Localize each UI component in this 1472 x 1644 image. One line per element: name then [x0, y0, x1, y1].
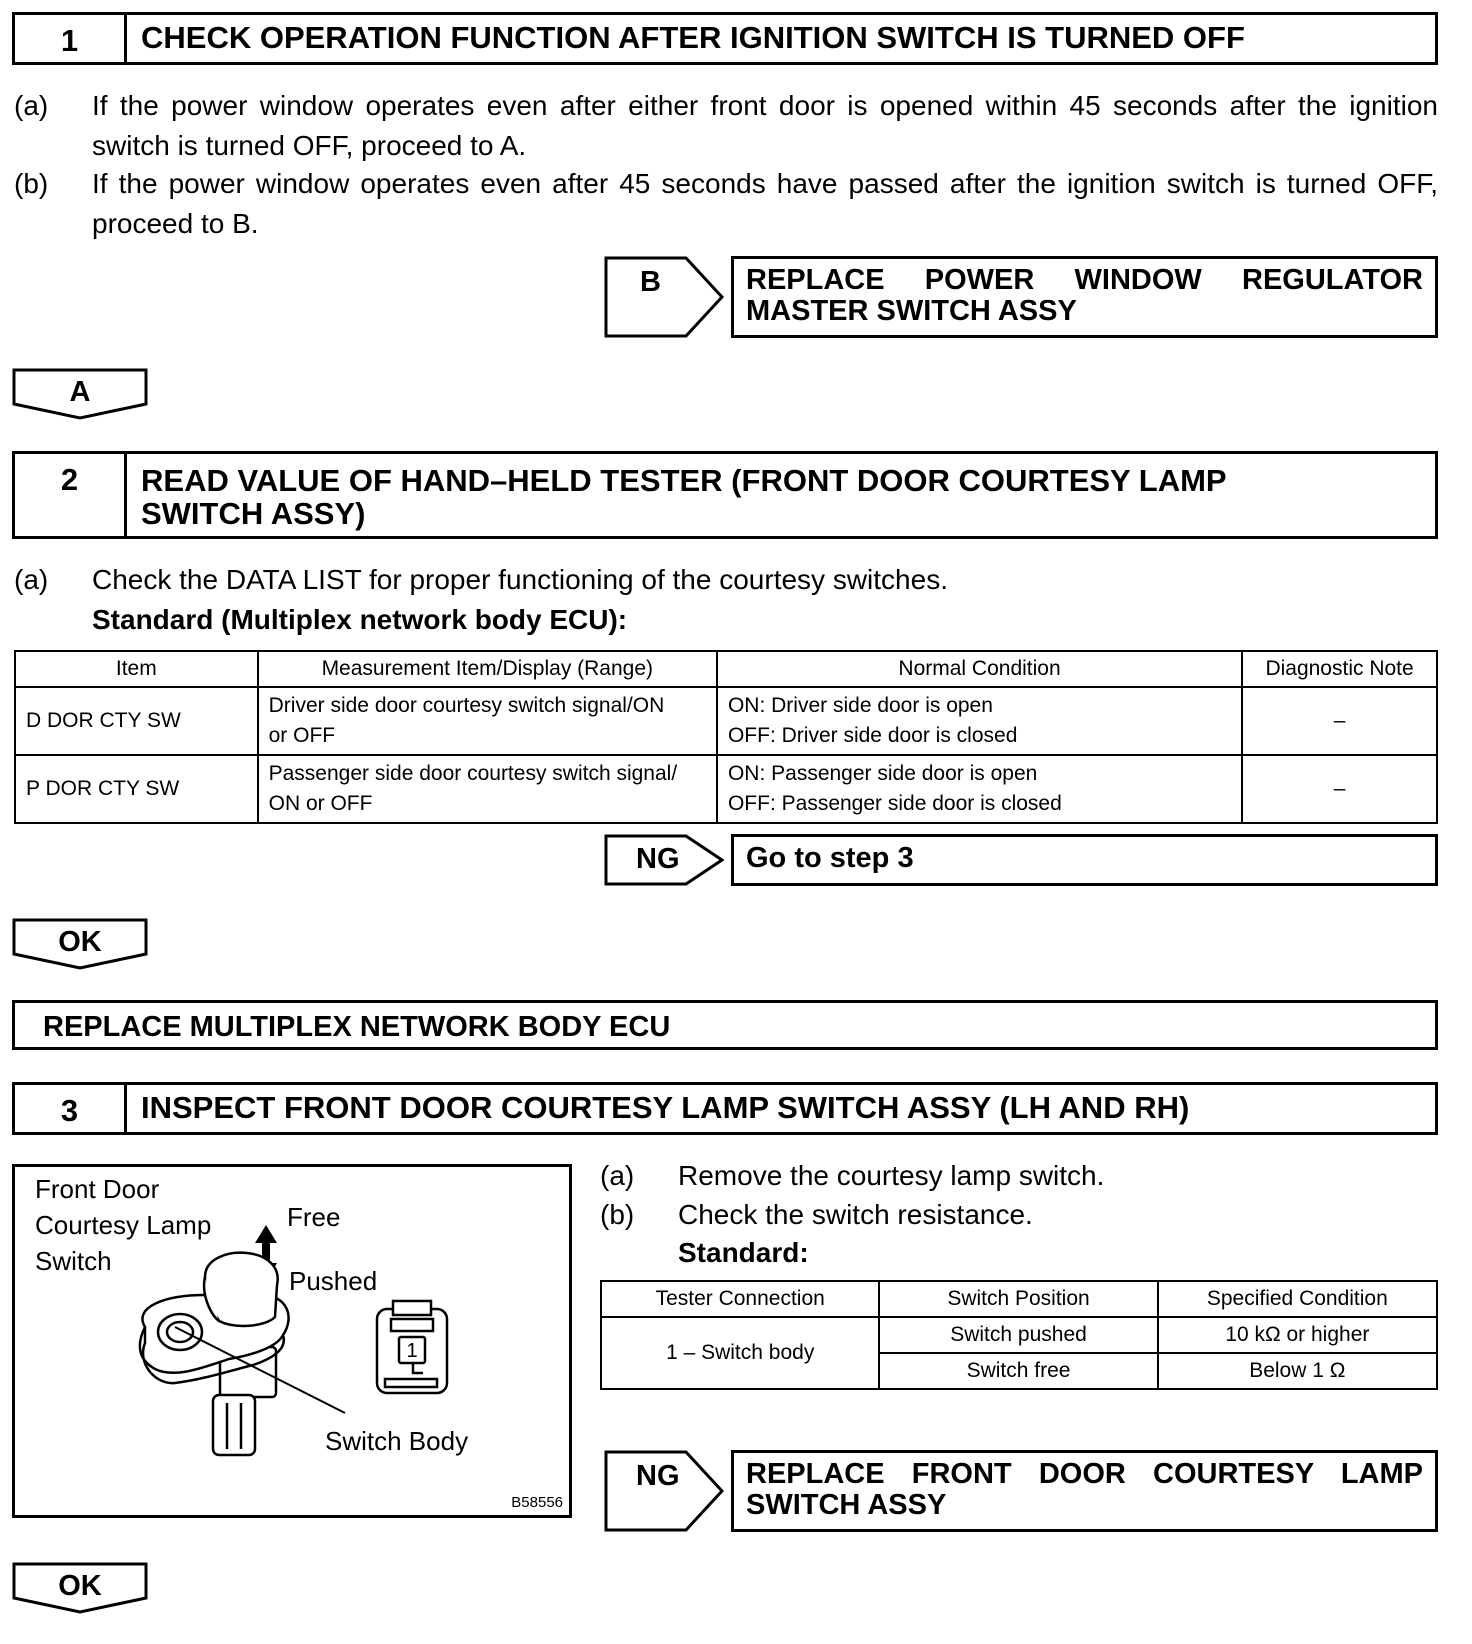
pushed-label: Pushed: [289, 1266, 378, 1296]
cell-text: OFF: Driver side door is closed: [727, 724, 1018, 747]
table-row: [15, 687, 1437, 755]
cell-condition: 10 kΩ or higher: [1158, 1317, 1437, 1353]
step-3-ng-line2: SWITCH ASSY: [746, 1489, 947, 1521]
cell-text: Driver side door courtesy switch signal/ON: [268, 694, 665, 717]
item-text: If the power window operates even after either front door is opened within 45 seconds after the ignition switch is turned OFF, proceed to A.: [92, 90, 1438, 161]
step-3-ng-tag: NG: [636, 1460, 680, 1492]
step-3-ng-line1: REPLACE FRONT DOOR COURTESY LAMP: [746, 1458, 1423, 1490]
table-row: [601, 1317, 1437, 1353]
header-item: Item: [15, 651, 258, 687]
item-text: Remove the courtesy lamp switch.: [678, 1160, 1105, 1191]
cell-text: ON: Driver side door is open: [727, 694, 993, 717]
figure-label-line: Courtesy Lamp: [35, 1210, 212, 1240]
cell-condition: [717, 687, 1242, 755]
step-3-number: 3: [15, 1085, 127, 1132]
step-3-ng-box: [731, 1450, 1438, 1532]
item-label: (b): [14, 168, 49, 199]
cell-position: Switch pushed: [879, 1317, 1157, 1353]
step-2-title-line1: READ VALUE OF HAND–HELD TESTER (FRONT DOOR COURTESY LAMP: [141, 463, 1227, 498]
cell-item: P DOR CTY SW: [15, 755, 258, 823]
step-2-header: [12, 451, 1438, 539]
header-tester-connection: Tester Connection: [601, 1281, 879, 1317]
cell-position: Switch free: [879, 1353, 1157, 1389]
header-specified-condition: Specified Condition: [1158, 1281, 1437, 1317]
cell-condition: [717, 755, 1242, 823]
result-b-tag-shape: [604, 256, 724, 338]
result-b-box: [731, 256, 1438, 338]
step-2-ok-label: OK: [58, 926, 102, 958]
item-label: (a): [14, 564, 49, 595]
replace-ecu-box: [12, 1000, 1438, 1050]
cell-note: –: [1242, 687, 1437, 755]
step-2-title-line2: SWITCH ASSY): [141, 496, 366, 531]
courtesy-switch-figure: [12, 1164, 572, 1518]
switch-body-label: Switch Body: [325, 1426, 469, 1456]
table-row: [15, 755, 1437, 823]
step-3-ok-label: OK: [58, 1570, 102, 1602]
header-normal-condition: Normal Condition: [717, 651, 1242, 687]
cell-connection: 1 – Switch body: [601, 1317, 879, 1389]
step-2-ng-tag: NG: [636, 843, 680, 875]
step-1-item-b: [14, 164, 1438, 244]
switch-plunger: [204, 1253, 278, 1326]
figure-label-line: Front Door: [35, 1174, 160, 1204]
header-measurement: Measurement Item/Display (Range): [258, 651, 717, 687]
result-b-line2: MASTER SWITCH ASSY: [746, 295, 1077, 327]
figure-label-line: Switch: [35, 1246, 112, 1276]
cell-text: Passenger side door courtesy switch signal/: [268, 762, 678, 785]
result-b-tag: B: [640, 266, 661, 298]
item-label: (a): [600, 1160, 635, 1191]
data-list-table: [14, 650, 1438, 824]
switch-drawing: [15, 1167, 569, 1515]
header-switch-position: Switch Position: [879, 1281, 1157, 1317]
cell-text: ON or OFF: [268, 792, 373, 815]
step-1-number: 1: [15, 15, 127, 62]
header-diagnostic-note: Diagnostic Note: [1242, 651, 1437, 687]
standard-heading: Standard:: [678, 1237, 809, 1268]
step-3-item-a: [600, 1156, 1438, 1196]
step-1-title: CHECK OPERATION FUNCTION AFTER IGNITION SWITCH IS TURNED OFF: [141, 20, 1245, 55]
cell-measurement: [258, 687, 717, 755]
cell-text: or OFF: [268, 724, 336, 747]
terminal-number: 1: [406, 1340, 418, 1362]
step-2-ng-text: Go to step 3: [746, 842, 914, 874]
step-2-item-a: [14, 560, 1438, 640]
result-a-label: A: [69, 376, 91, 408]
step-2-title: [141, 464, 1427, 530]
step-3-item-b: [600, 1195, 1438, 1275]
step-3-title: INSPECT FRONT DOOR COURTESY LAMP SWITCH ASSY (LH AND RH): [141, 1090, 1190, 1125]
cell-text: OFF: Passenger side door is closed: [727, 792, 1062, 815]
table-header-row: [15, 651, 1437, 687]
step-2-ng-box: [731, 834, 1438, 886]
table-header-row: [601, 1281, 1437, 1317]
item-text: Check the switch resistance.: [678, 1199, 1033, 1230]
item-text: Check the DATA LIST for proper functioning of the courtesy switches.: [92, 564, 948, 595]
step-1-item-a: [14, 86, 1438, 166]
step-3-header: [12, 1082, 1438, 1135]
cell-condition: Below 1 Ω: [1158, 1353, 1437, 1389]
item-label: (a): [14, 90, 49, 121]
cell-text: ON: Passenger side door is open: [727, 762, 1038, 785]
step-2-number: 2: [15, 454, 127, 536]
standard-heading: Standard (Multiplex network body ECU):: [92, 604, 628, 635]
cell-note: –: [1242, 755, 1437, 823]
cell-measurement: [258, 755, 717, 823]
cell-item: D DOR CTY SW: [15, 687, 258, 755]
item-label: (b): [600, 1199, 635, 1230]
free-label: Free: [287, 1202, 341, 1232]
result-b-line1: REPLACE POWER WINDOW REGULATOR: [746, 264, 1423, 296]
figure-code: B58556: [511, 1494, 563, 1511]
replace-ecu-text: REPLACE MULTIPLEX NETWORK BODY ECU: [43, 1011, 671, 1043]
resistance-table: [600, 1280, 1438, 1390]
step-1-header: [12, 12, 1438, 65]
item-text: If the power window operates even after 45 seconds have passed after the ignition switch is turned OFF, proceed to B.: [92, 168, 1438, 239]
